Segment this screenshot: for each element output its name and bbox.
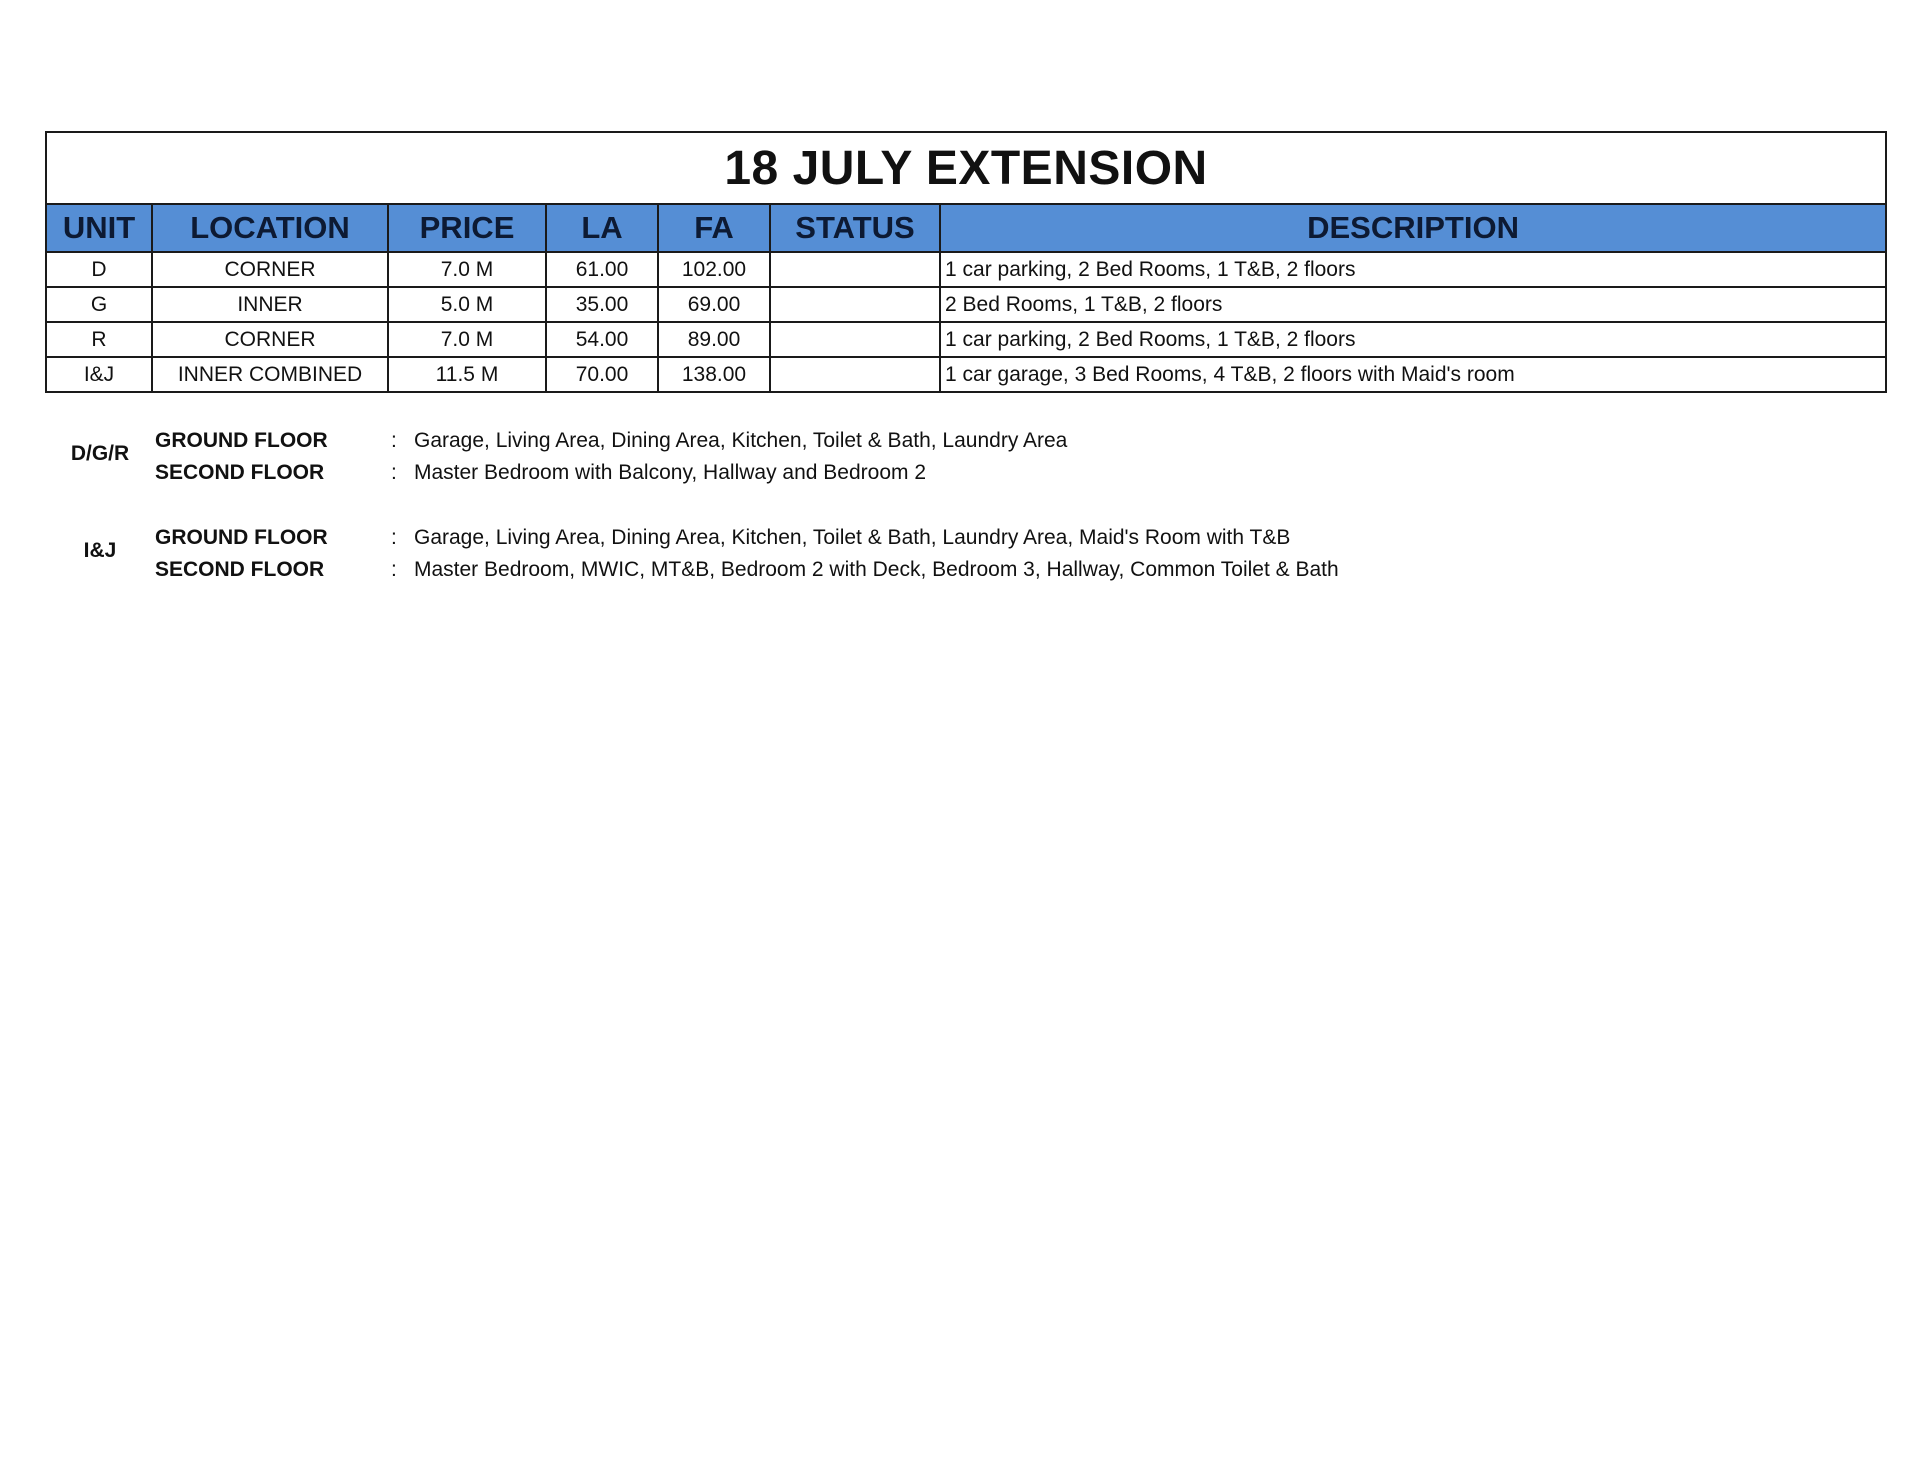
header-row	[46, 204, 1886, 252]
note-group-ij	[45, 522, 1845, 586]
cell-description: 1 car parking, 2 Bed Rooms, 1 T&B, 2 floors	[940, 252, 1886, 287]
cell-price: 11.5 M	[388, 357, 546, 392]
floor-line	[155, 522, 1290, 554]
floor-label: SECOND FLOOR	[155, 461, 325, 484]
cell-la: 35.00	[546, 287, 658, 322]
table-row	[46, 322, 1886, 357]
cell-price: 7.0 M	[388, 252, 546, 287]
cell-unit: I&J	[46, 357, 152, 392]
listing-table	[45, 131, 1887, 393]
cell-unit: G	[46, 287, 152, 322]
table-row	[46, 287, 1886, 322]
unit-group-code: I&J	[83, 539, 117, 562]
table-row	[46, 357, 1886, 392]
separator: :	[391, 526, 397, 549]
unit-group-code: D/G/R	[70, 442, 130, 465]
cell-status	[770, 322, 940, 357]
cell-fa: 138.00	[658, 357, 770, 392]
column-header-status: STATUS	[770, 204, 940, 252]
cell-location: CORNER	[152, 252, 388, 287]
cell-unit: R	[46, 322, 152, 357]
separator: :	[391, 461, 397, 484]
sheet-title: 18 JULY EXTENSION	[46, 132, 1886, 204]
cell-price: 7.0 M	[388, 322, 546, 357]
floor-line	[155, 554, 1339, 586]
floor-description: Garage, Living Area, Dining Area, Kitchen, Toilet & Bath, Laundry Area	[414, 429, 1068, 452]
cell-location: INNER COMBINED	[152, 357, 388, 392]
separator: :	[391, 558, 397, 581]
cell-location: INNER	[152, 287, 388, 322]
cell-description: 2 Bed Rooms, 1 T&B, 2 floors	[940, 287, 1886, 322]
floor-description: Garage, Living Area, Dining Area, Kitchen, Toilet & Bath, Laundry Area, Maid's Room with T&B	[414, 526, 1291, 549]
floor-label: GROUND FLOOR	[155, 429, 328, 452]
column-header-description: DESCRIPTION	[940, 204, 1886, 252]
column-header-price: PRICE	[388, 204, 546, 252]
column-header-fa: FA	[658, 204, 770, 252]
cell-description: 1 car garage, 3 Bed Rooms, 4 T&B, 2 floors with Maid's room	[940, 357, 1886, 392]
note-group-dgr	[45, 425, 1845, 489]
cell-status	[770, 252, 940, 287]
cell-price: 5.0 M	[388, 287, 546, 322]
table-row	[46, 252, 1886, 287]
cell-fa: 102.00	[658, 252, 770, 287]
cell-location: CORNER	[152, 322, 388, 357]
cell-la: 54.00	[546, 322, 658, 357]
floor-notes	[45, 425, 1845, 619]
cell-status	[770, 287, 940, 322]
separator: :	[391, 429, 397, 452]
cell-status	[770, 357, 940, 392]
cell-fa: 89.00	[658, 322, 770, 357]
cell-fa: 69.00	[658, 287, 770, 322]
column-header-unit: UNIT	[46, 204, 152, 252]
floor-label: SECOND FLOOR	[155, 558, 325, 581]
cell-description: 1 car parking, 2 Bed Rooms, 1 T&B, 2 floors	[940, 322, 1886, 357]
floor-description: Master Bedroom, MWIC, MT&B, Bedroom 2 with Deck, Bedroom 3, Hallway, Common Toilet & Bath	[414, 558, 1339, 581]
floor-line	[155, 457, 926, 489]
floor-label: GROUND FLOOR	[155, 526, 328, 549]
cell-unit: D	[46, 252, 152, 287]
column-header-la: LA	[546, 204, 658, 252]
cell-la: 70.00	[546, 357, 658, 392]
floor-line	[155, 425, 1067, 457]
floor-description: Master Bedroom with Balcony, Hallway and Bedroom 2	[414, 461, 927, 484]
column-header-location: LOCATION	[152, 204, 388, 252]
cell-la: 61.00	[546, 252, 658, 287]
